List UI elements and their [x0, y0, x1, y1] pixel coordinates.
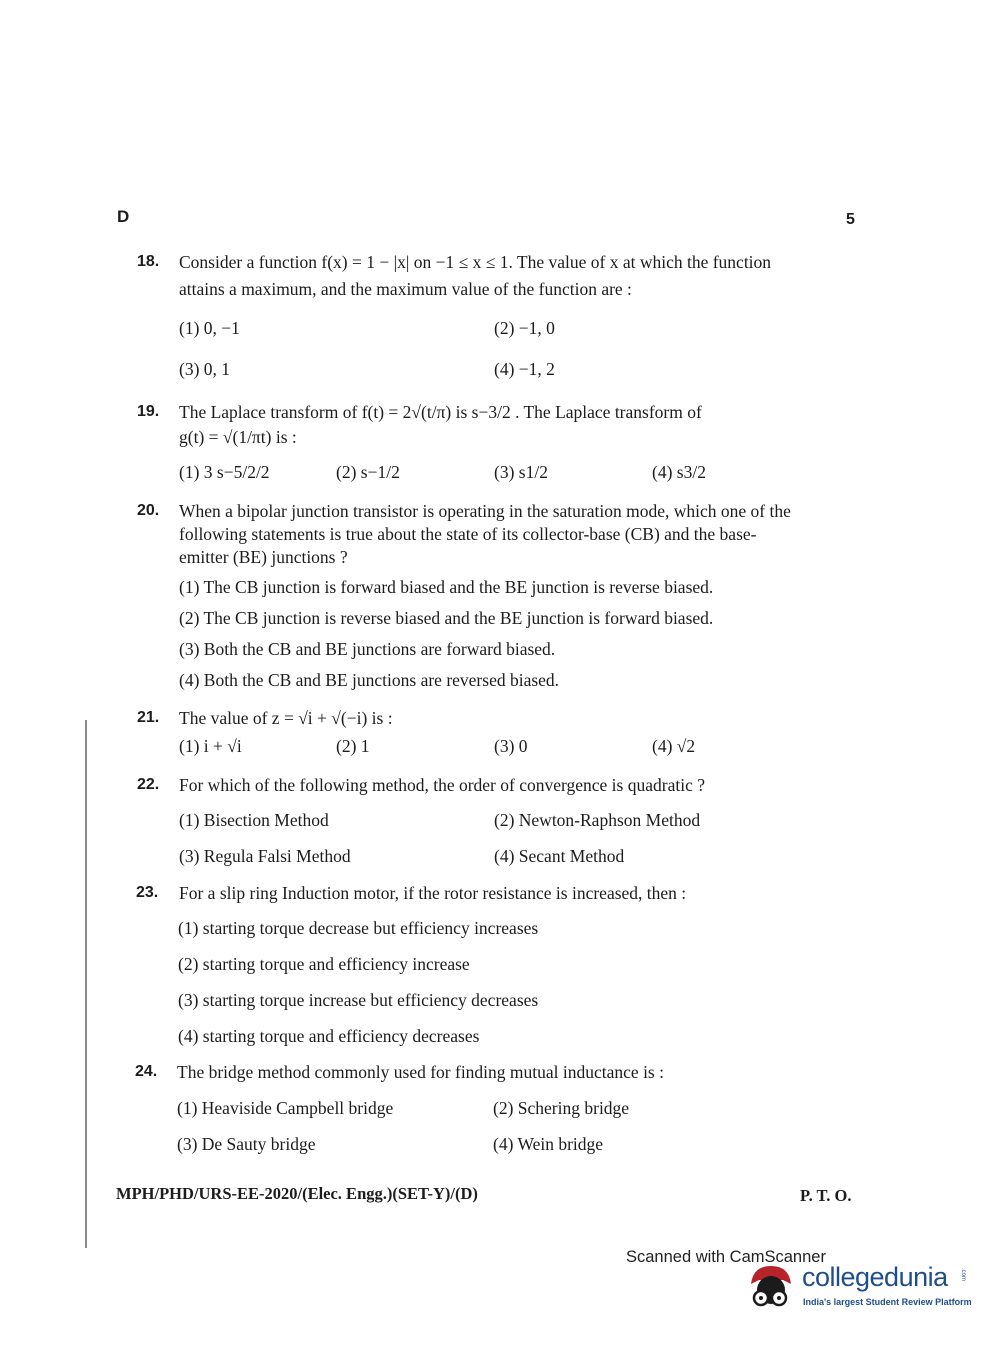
question-text-line: g(t) = √(1/πt) is : — [179, 427, 297, 447]
paper-code: MPH/PHD/URS-EE-2020/(Elec. Engg.)(SET-Y)/(D) — [116, 1184, 478, 1203]
question-number: 19. — [137, 403, 160, 420]
option-1: (1) starting torque decrease but efficiency increases — [178, 918, 539, 938]
pto-label: P. T. O. — [800, 1186, 852, 1205]
question-text-line: following statements is true about the state of its collector-base (CB) and the base- — [179, 524, 757, 544]
brand-tagline: India's largest Student Review Platform — [803, 1297, 972, 1307]
question-text-line: emitter (BE) junctions ? — [179, 547, 348, 567]
option-4: (4) Secant Method — [494, 846, 625, 866]
question-number: 23. — [136, 884, 159, 901]
question-text-line: The value of z = √i + √(−i) is : — [179, 708, 393, 728]
option-2: (2) Newton-Raphson Method — [494, 810, 701, 830]
option-4: (4) Wein bridge — [493, 1134, 604, 1154]
question-number: 22. — [137, 776, 160, 793]
option-2: (2) starting torque and efficiency increase — [178, 954, 470, 974]
brand-name: collegedunia — [802, 1262, 948, 1292]
option-1: (1) i + √i — [179, 736, 242, 756]
option-1: (1) 0, −1 — [179, 318, 240, 338]
option-3: (3) Regula Falsi Method — [179, 846, 351, 866]
option-4: (4) Both the CB and BE junctions are reversed biased. — [179, 670, 560, 690]
option-1: (1) Heaviside Campbell bridge — [177, 1098, 394, 1118]
question-text-line: attains a maximum, and the maximum value of the function are : — [179, 279, 632, 299]
option-4: (4) starting torque and efficiency decreases — [178, 1026, 480, 1046]
option-4: (4) −1, 2 — [494, 359, 555, 379]
question-number: 20. — [137, 502, 160, 519]
question-number: 18. — [137, 253, 160, 270]
question-number: 21. — [137, 709, 160, 726]
option-1: (1) Bisection Method — [179, 810, 329, 830]
option-2: (2) Schering bridge — [493, 1098, 630, 1118]
option-3: (3) De Sauty bridge — [177, 1134, 316, 1154]
option-3: (3) 0, 1 — [179, 359, 231, 379]
page-number: 5 — [846, 211, 855, 228]
option-1: (1) The CB junction is forward biased and the BE junction is reverse biased. — [179, 577, 714, 597]
question-text-line: When a bipolar junction transistor is operating in the saturation mode, which one of the — [179, 501, 791, 521]
option-3: (3) Both the CB and BE junctions are forward biased. — [179, 639, 556, 659]
option-3: (3) 0 — [494, 736, 528, 756]
option-2: (2) s−1/2 — [336, 462, 400, 482]
option-4: (4) s3/2 — [652, 462, 706, 482]
option-3: (3) starting torque increase but efficiency decreases — [178, 990, 539, 1010]
question-text-line: The Laplace transform of f(t) = 2√(t/π) is s−3/2 . The Laplace transform of — [179, 402, 702, 422]
question-text-line: For a slip ring Induction motor, if the rotor resistance is increased, then : — [179, 883, 687, 903]
question-text-line: Consider a function f(x) = 1 − |x| on −1 ≤ x ≤ 1. The value of x at which the function — [179, 252, 772, 272]
option-2: (2) 1 — [336, 736, 370, 756]
brand-domain: .com — [960, 1268, 966, 1282]
option-3: (3) s1/2 — [494, 462, 548, 482]
question-text-line: The bridge method commonly used for finding mutual inductance is : — [177, 1062, 664, 1082]
question-text-line: For which of the following method, the order of convergence is quadratic ? — [179, 775, 705, 795]
page-edge-line — [85, 720, 87, 1248]
option-4: (4) √2 — [652, 736, 696, 756]
set-letter: D — [117, 207, 130, 226]
option-2: (2) −1, 0 — [494, 318, 555, 338]
option-2: (2) The CB junction is reverse biased and the BE junction is forward biased. — [179, 608, 714, 628]
question-number: 24. — [135, 1063, 158, 1080]
mascot-logo-icon — [743, 1262, 799, 1318]
scanner-watermark: Scanned with CamScanner — [626, 1248, 826, 1266]
option-1: (1) 3 s−5/2/2 — [179, 462, 270, 482]
